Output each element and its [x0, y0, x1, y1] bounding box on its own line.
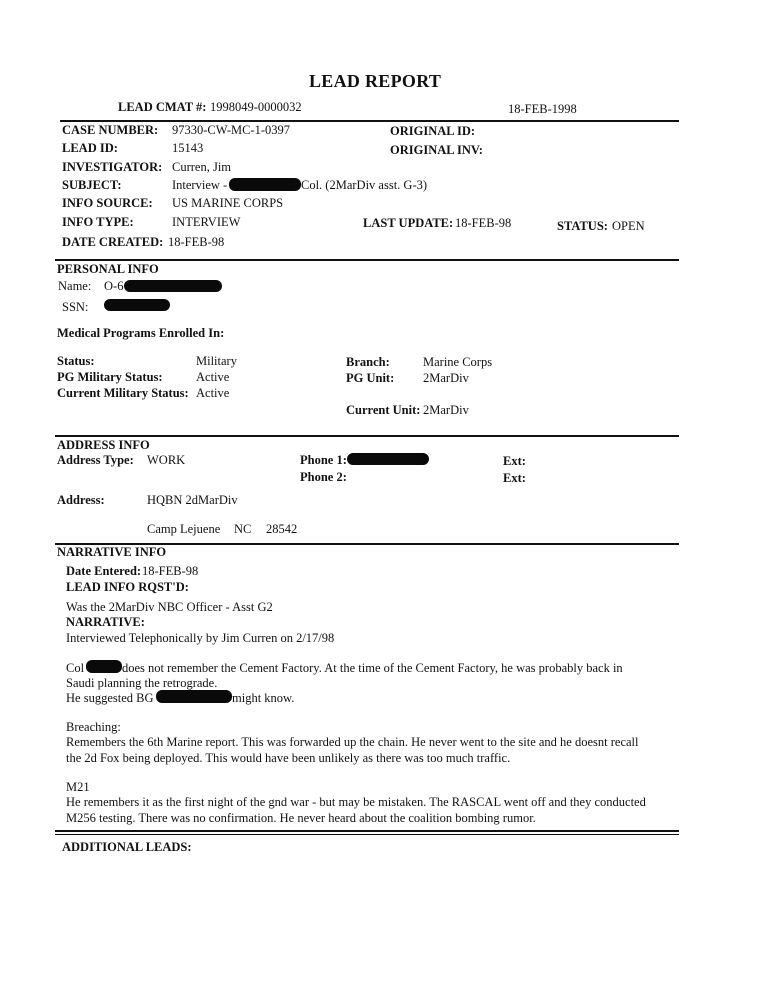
name-label: Name:: [58, 279, 92, 293]
cmat-label: LEAD CMAT #:: [118, 100, 207, 114]
branch-label: Branch:: [346, 355, 390, 369]
case-number-label: CASE NUMBER:: [62, 123, 159, 137]
redaction-ssn: [104, 299, 170, 311]
branch-value: Marine Corps: [423, 355, 493, 369]
lead-id-value: 15143: [172, 141, 204, 155]
redaction-phone1: [347, 453, 429, 465]
pg-unit-label: PG Unit:: [346, 371, 395, 385]
subject-label: SUBJECT:: [62, 178, 122, 192]
investigator-value: Curren, Jim: [172, 160, 232, 174]
m21-label: M21: [66, 780, 90, 794]
redaction-bg: [156, 690, 232, 703]
current-military-status-value: Active: [196, 386, 230, 400]
address-city: Camp Lejuene: [147, 522, 221, 536]
report-date: 18-FEB-1998: [508, 102, 577, 116]
current-military-status-label: Current Military Status:: [57, 386, 189, 400]
original-inv-label: ORIGINAL INV:: [390, 143, 483, 157]
narrative-info-heading: NARRATIVE INFO: [57, 545, 167, 559]
address-type-label: Address Type:: [57, 453, 134, 467]
narrative-p2-suffix: might know.: [232, 691, 295, 705]
narrative-p1-prefix: Col: [66, 661, 85, 675]
phone1-label: Phone 1:: [300, 453, 347, 467]
personal-info-heading: PERSONAL INFO: [57, 262, 159, 276]
address-type-value: WORK: [147, 453, 186, 467]
address-rule: [55, 435, 679, 437]
date-entered-label: Date Entered:: [66, 564, 142, 578]
investigator-label: INVESTIGATOR:: [62, 160, 163, 174]
narrative-p2-prefix: He suggested BG: [66, 691, 154, 705]
subject-suffix: Col. (2MarDiv asst. G-3): [301, 178, 428, 192]
info-type-label: INFO TYPE:: [62, 215, 134, 229]
narrative-p1-suffix: does not remember the Cement Factory. At the time of the Cement Factory, he was probably back in: [122, 661, 623, 675]
narrative-interviewed-line: Interviewed Telephonically by Jim Curren on 2/17/98: [66, 631, 335, 645]
subject-prefix: Interview -: [172, 178, 228, 192]
additional-rule-bottom: [55, 834, 679, 835]
redaction-col: [86, 660, 122, 673]
current-unit-value: 2MarDiv: [423, 403, 469, 417]
info-source-label: INFO SOURCE:: [62, 196, 153, 210]
address-state: NC: [234, 522, 252, 536]
phone2-label: Phone 2:: [300, 470, 347, 484]
pg-military-status-label: PG Military Status:: [57, 370, 163, 384]
m21-text: He remembers it as the first night of the gnd war - but may be mistaken. The RASCAL went off and they conducted M256 testing. There was no confirmation. He never heard about the coalition bombing rumor.: [66, 795, 646, 825]
redaction-name: [124, 280, 222, 292]
pg-unit-value: 2MarDiv: [423, 371, 469, 385]
narrative-label: NARRATIVE:: [66, 615, 145, 629]
page-title: LEAD REPORT: [309, 71, 442, 91]
status-military-label: Status:: [57, 354, 95, 368]
lead-id-label: LEAD ID:: [62, 141, 118, 155]
date-entered-value: 18-FEB-98: [142, 564, 199, 578]
address-line1: HQBN 2dMarDiv: [147, 493, 238, 507]
cmat-value: 1998049-0000032: [210, 100, 302, 114]
medical-programs-label: Medical Programs Enrolled In:: [57, 326, 225, 340]
status-military-value: Military: [196, 354, 237, 368]
header-rule: [60, 120, 679, 122]
address-info-heading: ADDRESS INFO: [57, 438, 150, 452]
date-created-value: 18-FEB-98: [168, 235, 225, 249]
address-label: Address:: [57, 493, 105, 507]
narrative-p1-line2: Saudi planning the retrograde.: [66, 676, 218, 690]
additional-leads-heading: ADDITIONAL LEADS:: [62, 840, 192, 854]
current-unit-label: Current Unit:: [346, 403, 421, 417]
case-number-value: 97330-CW-MC-1-0397: [172, 123, 291, 137]
breaching-text: Remembers the 6th Marine report. This was forwarded up the chain. He never went to the site and he doesnt recall the 2d Fox being deployed. This would have been unlikely as there was too much traffic.: [66, 735, 639, 765]
name-value: O-6: [104, 279, 124, 293]
pg-military-status-value: Active: [196, 370, 230, 384]
original-id-label: ORIGINAL ID:: [390, 124, 476, 138]
status-label: STATUS:: [557, 219, 608, 233]
lead-info-rqst-label: LEAD INFO RQST'D:: [66, 580, 189, 594]
lead-info-rqst-text: Was the 2MarDiv NBC Officer - Asst G2: [66, 600, 273, 614]
date-created-label: DATE CREATED:: [62, 235, 164, 249]
address-zip: 28542: [266, 522, 298, 536]
status-value: OPEN: [612, 219, 645, 233]
redaction-subject: [229, 178, 301, 191]
breaching-label: Breaching:: [66, 720, 121, 734]
last-update-value: 18-FEB-98: [455, 216, 512, 230]
info-source-value: US MARINE CORPS: [172, 196, 284, 210]
info-type-value: INTERVIEW: [172, 215, 241, 229]
last-update-label: LAST UPDATE:: [363, 216, 454, 230]
additional-rule-top: [55, 830, 679, 832]
personal-rule: [55, 259, 679, 261]
ext1-label: Ext:: [503, 454, 526, 468]
ssn-label: SSN:: [62, 300, 89, 314]
ext2-label: Ext:: [503, 471, 526, 485]
